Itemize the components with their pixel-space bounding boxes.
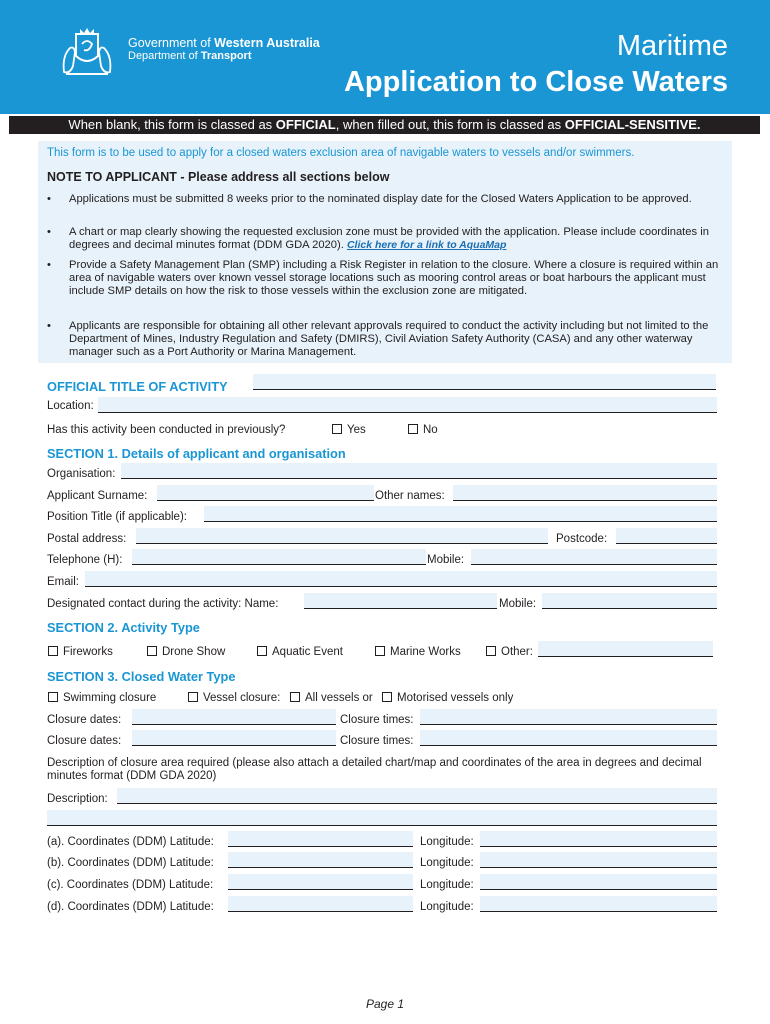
note-heading: NOTE TO APPLICANT - Please address all sections below bbox=[47, 170, 390, 184]
other-names-field[interactable] bbox=[453, 485, 717, 501]
closure-times-label: Closure times: bbox=[340, 714, 414, 726]
contact-mobile-field[interactable] bbox=[542, 593, 717, 609]
swimming-label: Swimming closure bbox=[63, 692, 157, 704]
classification-bar bbox=[9, 116, 760, 134]
contact-name-field[interactable] bbox=[304, 593, 497, 609]
bullet-text bbox=[69, 226, 719, 252]
coord-a-latitude-field[interactable] bbox=[228, 831, 413, 847]
mobile-field[interactable] bbox=[471, 549, 717, 565]
aquatic-label: Aquatic Event bbox=[272, 646, 343, 658]
gov-prefix: Government of bbox=[128, 36, 215, 50]
class-text-2: , when filled out, this form is classed as bbox=[335, 117, 565, 132]
closure-times-label: Closure times: bbox=[340, 735, 414, 747]
coord-b-latitude-field[interactable] bbox=[228, 852, 413, 868]
longitude-label: Longitude: bbox=[420, 836, 474, 848]
bullet-dot: • bbox=[47, 259, 51, 271]
vessel-label: Vessel closure: bbox=[203, 692, 281, 704]
yes-label: Yes bbox=[347, 424, 366, 436]
all-vessels-checkbox[interactable] bbox=[290, 692, 300, 702]
motorised-label: Motorised vessels only bbox=[397, 692, 514, 704]
coord-a-label: (a). Coordinates (DDM) Latitude: bbox=[47, 836, 214, 848]
closure-dates-field-2[interactable] bbox=[132, 730, 336, 746]
aquamap-link[interactable]: Click here for a link to AquaMap bbox=[346, 239, 507, 251]
longitude-label: Longitude: bbox=[420, 879, 474, 891]
email-label: Email: bbox=[47, 576, 79, 588]
section1-heading: SECTION 1. Details of applicant and organisation bbox=[47, 446, 346, 461]
marine-checkbox[interactable] bbox=[375, 646, 385, 656]
bullet-text: Applicants are responsible for obtaining all other relevant approvals required to conduct the activity including but not limited to the Department of Mines, Industry Regulation and Safety (DMIRS), Civil Aviation Safety Authority (CASA) and any other waterway manager such as a Port Authority or Marina Management. bbox=[69, 320, 709, 358]
bullet-text-body: A chart or map clearly showing the requested exclusion zone must be provided with the application. Please include coordinates in degrees and decimal minutes format (DDM GDA 2020). bbox=[69, 226, 709, 251]
other-checkbox[interactable] bbox=[486, 646, 496, 656]
location-label: Location: bbox=[47, 400, 94, 412]
class-official: OFFICIAL bbox=[275, 117, 336, 132]
fireworks-label: Fireworks bbox=[63, 646, 113, 658]
closure-dates-label: Closure dates: bbox=[47, 714, 122, 726]
form-purpose: This form is to be used to apply for a closed waters exclusion area of navigable waters to vessels and/or swimmers. bbox=[47, 147, 635, 159]
department-name bbox=[128, 50, 252, 62]
bullet-text: Applications must be submitted 8 weeks prior to the nominated display date for the Closed Waters Application to be approved. bbox=[69, 193, 692, 205]
marine-label: Marine Works bbox=[390, 646, 461, 658]
class-text-1: When blank, this form is classed as bbox=[68, 117, 276, 132]
other-label: Other: bbox=[501, 646, 533, 658]
no-label: No bbox=[423, 424, 438, 436]
wa-coat-of-arms-logo bbox=[56, 26, 118, 80]
dept-bold: Transport bbox=[200, 50, 252, 62]
bullet-text: Provide a Safety Management Plan (SMP) including a Risk Register in relation to the closure. Where a closure is required within an area of navigable waters over known vessel storage locations such as mooring control areas or boat harbours the applicant must include SMP details on how the risk to those vessels within the exclusion zone are mitigated. bbox=[69, 259, 719, 297]
all-vessels-label: All vessels or bbox=[305, 692, 373, 704]
organisation-label: Organisation: bbox=[47, 468, 116, 480]
class-sensitive: OFFICIAL-SENSITIVE. bbox=[564, 117, 701, 132]
closure-times-field-1[interactable] bbox=[420, 709, 717, 725]
contact-mobile-label: Mobile: bbox=[499, 598, 537, 610]
government-name bbox=[128, 36, 320, 50]
fireworks-checkbox[interactable] bbox=[48, 646, 58, 656]
position-field[interactable] bbox=[204, 506, 717, 522]
section2-heading: SECTION 2. Activity Type bbox=[47, 620, 200, 635]
bullet-dot: • bbox=[47, 226, 51, 238]
coord-c-latitude-field[interactable] bbox=[228, 874, 413, 890]
maritime-label: Maritime bbox=[616, 30, 728, 62]
dept-prefix: Department of bbox=[128, 50, 201, 62]
telephone-label: Telephone (H): bbox=[47, 554, 123, 566]
surname-field[interactable] bbox=[157, 485, 374, 501]
position-label: Position Title (if applicable): bbox=[47, 511, 187, 523]
aquatic-checkbox[interactable] bbox=[257, 646, 267, 656]
coord-b-label: (b). Coordinates (DDM) Latitude: bbox=[47, 857, 214, 869]
surname-label: Applicant Surname: bbox=[47, 490, 148, 502]
description-field-2[interactable] bbox=[47, 810, 717, 826]
form-title: Application to Close Waters bbox=[343, 66, 728, 98]
other-names-label: Other names: bbox=[375, 490, 445, 502]
coord-a-longitude-field[interactable] bbox=[480, 831, 717, 847]
description-note: Description of closure area required (please also attach a detailed chart/map and coordinates of the area in degrees and decimal minutes format (DDM GDA 2020) bbox=[47, 757, 702, 782]
coord-b-longitude-field[interactable] bbox=[480, 852, 717, 868]
drone-label: Drone Show bbox=[162, 646, 226, 658]
description-label: Description: bbox=[47, 793, 108, 805]
previous-question: Has this activity been conducted in previously? bbox=[47, 424, 286, 436]
coord-d-label: (d). Coordinates (DDM) Latitude: bbox=[47, 901, 214, 913]
organisation-field[interactable] bbox=[121, 463, 717, 479]
bullet-dot: • bbox=[47, 193, 51, 205]
header-banner bbox=[0, 0, 770, 114]
closure-dates-label: Closure dates: bbox=[47, 735, 122, 747]
longitude-label: Longitude: bbox=[420, 857, 474, 869]
other-field[interactable] bbox=[538, 641, 713, 657]
closure-dates-field-1[interactable] bbox=[132, 709, 336, 725]
activity-title-field[interactable] bbox=[253, 374, 716, 390]
description-field-1[interactable] bbox=[117, 788, 717, 804]
gov-bold: Western Australia bbox=[214, 36, 320, 50]
vessel-checkbox[interactable] bbox=[188, 692, 198, 702]
email-field[interactable] bbox=[85, 571, 717, 587]
telephone-field[interactable] bbox=[132, 549, 426, 565]
postal-field[interactable] bbox=[136, 528, 548, 544]
no-checkbox[interactable] bbox=[408, 424, 418, 434]
swimming-checkbox[interactable] bbox=[48, 692, 58, 702]
contact-label: Designated contact during the activity: Name: bbox=[47, 598, 279, 610]
postcode-label: Postcode: bbox=[556, 533, 608, 545]
motorised-checkbox[interactable] bbox=[382, 692, 392, 702]
mobile-label: Mobile: bbox=[427, 554, 465, 566]
coord-d-latitude-field[interactable] bbox=[228, 896, 413, 912]
activity-title-label: OFFICIAL TITLE OF ACTIVITY bbox=[47, 379, 228, 394]
closure-times-field-2[interactable] bbox=[420, 730, 717, 746]
yes-checkbox[interactable] bbox=[332, 424, 342, 434]
coord-c-label: (c). Coordinates (DDM) Latitude: bbox=[47, 879, 214, 891]
postal-label: Postal address: bbox=[47, 533, 127, 545]
postcode-field[interactable] bbox=[616, 528, 717, 544]
bullet-dot: • bbox=[47, 320, 51, 332]
coord-d-longitude-field[interactable] bbox=[480, 896, 717, 912]
longitude-label: Longitude: bbox=[420, 901, 474, 913]
drone-checkbox[interactable] bbox=[147, 646, 157, 656]
page-number: Page 1 bbox=[365, 997, 405, 1011]
section3-heading: SECTION 3. Closed Water Type bbox=[47, 669, 236, 684]
coord-c-longitude-field[interactable] bbox=[480, 874, 717, 890]
location-field[interactable] bbox=[98, 397, 717, 413]
